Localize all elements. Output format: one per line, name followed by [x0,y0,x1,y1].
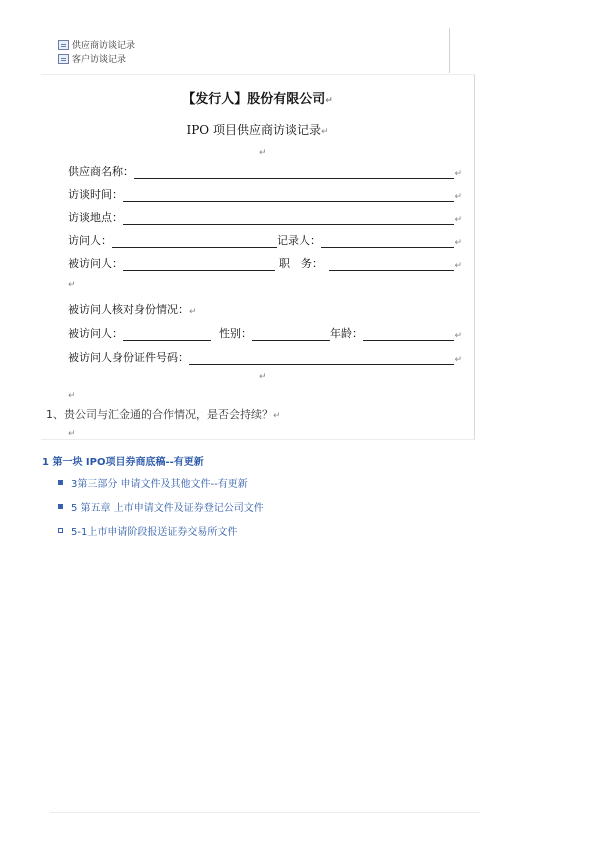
paragraph-mark: ↵ [259,148,267,158]
document-icon [58,54,69,64]
bullet-icon [58,480,63,485]
paragraph-mark: ↵ [68,280,76,290]
section-title-link[interactable]: 1 第一块 IPO项目券商底稿--有更新 [42,457,204,468]
paragraph-mark: ↵ [259,372,267,382]
blank-line [112,237,277,248]
file-label: 供应商访谈记录 [72,41,136,51]
field-verify-gender-age: 被访问人： 性别： 年龄： ↵ [68,327,462,341]
blank-line [329,260,454,271]
field-supplier-name: 供应商名称： ↵ [68,165,462,179]
document-title: 【发行人】股份有限公司↵ [182,92,333,107]
blank-line [123,260,275,271]
document-preview [41,74,475,440]
paragraph-mark: ↵ [68,391,76,401]
field-interviewer-recorder: 访问人： 记录人： ↵ [68,234,462,248]
question-1: 1、贵公司与汇金通的合作情况，是否会持续？↵ [46,408,281,421]
file-label: 客户访谈记录 [72,55,127,65]
blank-line [363,330,454,341]
field-id-number: 被访问人身份证件号码： ↵ [68,351,462,365]
bullet-icon [58,504,63,509]
list-item-label: 5 第五章 上市申请文件及证券登记公司文件 [71,503,264,514]
bullet-hollow-icon [58,528,63,533]
blank-line [321,237,454,248]
blank-line [123,214,454,225]
file-item-supplier[interactable] [58,38,135,51]
paragraph-mark: ↵ [68,429,76,439]
list-item-label: 5-1上市申请阶段报送证券交易所文件 [71,527,238,538]
field-interview-time: 访谈时间： ↵ [68,188,462,202]
blank-line [252,330,330,341]
list-item-link[interactable] [58,499,264,514]
blank-line [189,354,454,365]
blank-line [123,330,211,341]
verify-heading: 被访问人核对身份情况： ↵ [68,303,197,317]
list-item-label: 3第三部分 申请文件及其他文件--有更新 [71,479,248,490]
blank-line [134,168,454,179]
document-subtitle: IPO 项目供应商访谈记录↵ [186,123,329,137]
document-icon [58,40,69,50]
divider [50,812,480,813]
list-item-link[interactable] [58,475,248,490]
divider [449,28,450,73]
field-interviewee-position: 被访问人： 职 务： ↵ [68,257,462,271]
field-interview-place: 访谈地点： ↵ [68,211,462,225]
list-item-link[interactable] [58,523,237,538]
file-item-customer[interactable] [58,52,126,65]
blank-line [123,191,454,202]
